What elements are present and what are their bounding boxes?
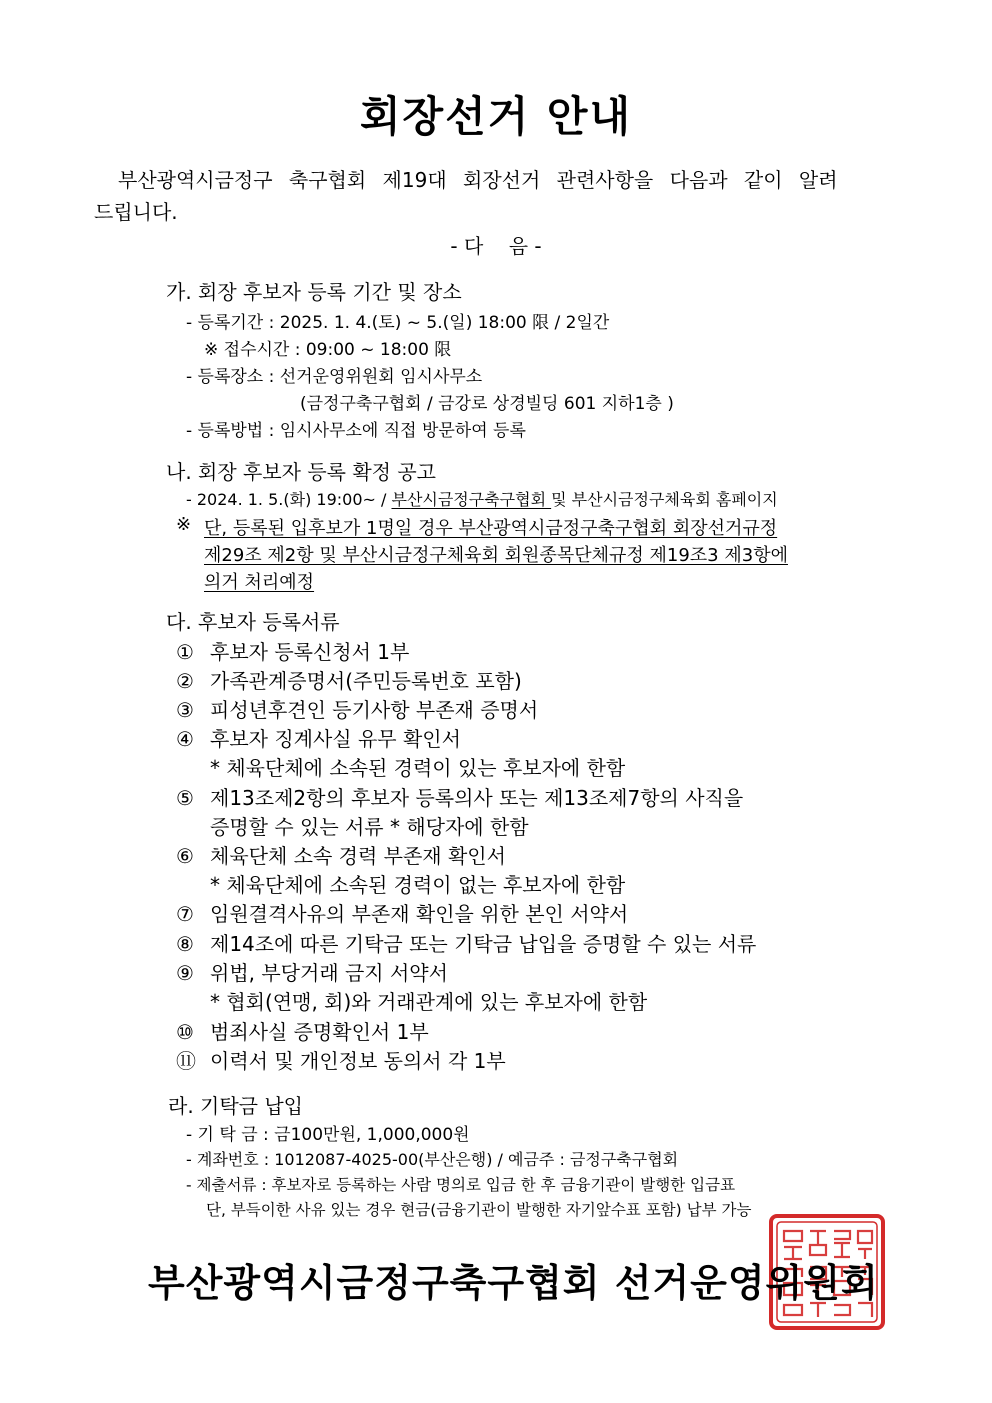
footer-organization: 부산광역시금정구축구협회 선거운영위원회 bbox=[148, 1261, 879, 1305]
registration-place-detail: (금정구축구협회 / 금강로 상경빌딩 601 지하1층 ) bbox=[300, 394, 674, 414]
doc-item-note: 증명할 수 있는 서류 * 해당자에 한함 bbox=[210, 815, 529, 839]
doc-item-note: * 협회(연맹, 회)와 거래관계에 있는 후보자에 한함 bbox=[210, 990, 648, 1014]
deposit-amount: - 기 탁 금 : 금100만원, 1,000,000원 bbox=[186, 1125, 470, 1145]
registration-method: - 등록방법 : 임시사무소에 직접 방문하여 등록 bbox=[186, 421, 526, 441]
reception-hours: ※ 접수시간 : 09:00 ~ 18:00 限 bbox=[204, 340, 452, 360]
note-line-3: 의거 처리예정 bbox=[204, 572, 315, 593]
submit-docs-line-2: 단, 부득이한 사유 있는 경우 현금(금융기관이 발행한 자기앞수표 포함) 납부 가능 bbox=[206, 1201, 752, 1219]
doc-item: ③ 피성년후견인 등기사항 부존재 증명서 bbox=[176, 698, 539, 722]
notice-suffix: 및 부산시금정구체육회 홈페이지 bbox=[551, 490, 778, 509]
notice-date: - 2024. 1. 5.(화) 19:00~ / bbox=[186, 490, 392, 509]
registration-period: - 등록기간 : 2025. 1. 4.(토) ~ 5.(일) 18:00 限 / 2일간 bbox=[186, 313, 610, 333]
registration-place: - 등록장소 : 선거운영위원회 임시사무소 bbox=[186, 367, 483, 387]
section-da-title: 다. 후보자 등록서류 bbox=[166, 610, 340, 634]
confirmation-notice bbox=[186, 487, 778, 510]
doc-item: ⑨ 위법, 부당거래 금지 서약서 bbox=[176, 961, 448, 985]
section-na-title: 나. 회장 후보자 등록 확정 공고 bbox=[166, 460, 436, 484]
page-title: 회장선거 안내 bbox=[359, 92, 633, 141]
doc-item: ⑧ 제14조에 따른 기탁금 또는 기탁금 납입을 증명할 수 있는 서류 bbox=[176, 932, 757, 956]
doc-item: ⑦ 임원결격사유의 부존재 확인을 위한 본인 서약서 bbox=[176, 902, 629, 926]
doc-item-note: * 체육단체에 소속된 경력이 있는 후보자에 한함 bbox=[210, 756, 626, 780]
section-ra-title: 라. 기탁금 납입 bbox=[168, 1094, 303, 1118]
note-mark: ※ bbox=[176, 514, 192, 535]
submit-docs-line-1: - 제출서류 : 후보자로 등록하는 사람 명의로 입금 한 후 금융기관이 발행한 입금표 bbox=[186, 1176, 736, 1194]
note-line-2: 제29조 제2항 및 부산시금정구체육회 회원종목단체규정 제19조3 제3항에 bbox=[204, 545, 788, 566]
doc-item: ④ 후보자 징계사실 유무 확인서 bbox=[176, 727, 461, 751]
heading-da-eum: - 다 음 - bbox=[450, 234, 542, 258]
notice-link-association: 부산시금정구축구협회 bbox=[391, 490, 552, 509]
doc-item-note: * 체육단체에 소속된 경력이 없는 후보자에 한함 bbox=[210, 873, 626, 897]
doc-item: ⑥ 체육단체 소속 경력 부존재 확인서 bbox=[176, 844, 506, 868]
deposit-account: - 계좌번호 : 1012087-4025-00(부산은행) / 예금주 : 금정구축구협회 bbox=[186, 1150, 679, 1169]
doc-item: ⑤ 제13조제2항의 후보자 등록의사 또는 제13조제7항의 사직을 bbox=[176, 786, 744, 810]
doc-item: ① 후보자 등록신청서 1부 bbox=[176, 640, 410, 664]
section-ga-title: 가. 회장 후보자 등록 기간 및 장소 bbox=[166, 280, 462, 304]
doc-item: ⑩ 범죄사실 증명확인서 1부 bbox=[176, 1020, 429, 1044]
intro-line-2: 드립니다. bbox=[94, 200, 178, 224]
doc-item: ⑪ 이력서 및 개인정보 동의서 각 1부 bbox=[176, 1049, 506, 1073]
note-line-1: 단, 등록된 입후보가 1명일 경우 부산광역시금정구축구협회 회장선거규정 bbox=[204, 518, 778, 539]
intro-line-1: 부산광역시금정구 축구협회 제19대 회장선거 관련사항을 다음과 같이 알려 bbox=[118, 168, 838, 192]
doc-item: ② 가족관계증명서(주민등록번호 포함) bbox=[176, 669, 522, 693]
